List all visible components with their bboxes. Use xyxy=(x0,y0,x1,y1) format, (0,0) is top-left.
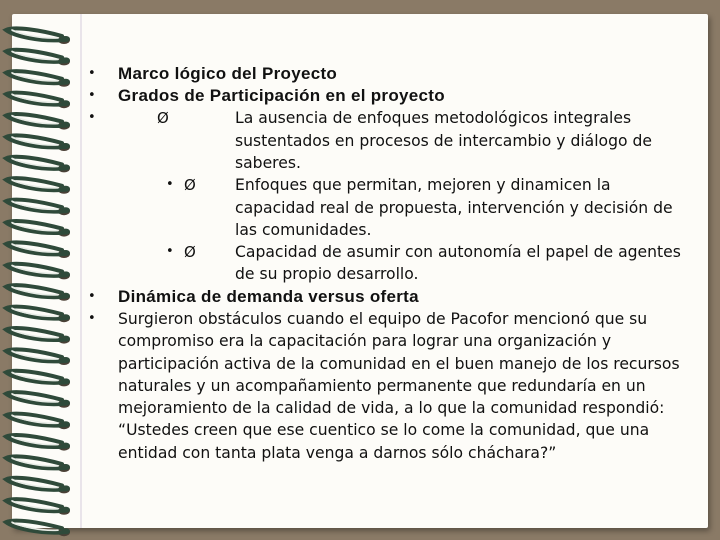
spiral-binding-ring-icon xyxy=(6,392,70,408)
bullet-marker: • xyxy=(166,177,174,193)
arrow-marker-icon: Ø xyxy=(184,243,196,262)
bullet-text-surgieron-obstaculos: Surgieron obstáculos cuando el equipo de Pacofor mencionó que su compromiso era la capacitación para lograr una organización y participación activa de la comunidad en el buen manejo de los recursos naturales y un acompañamiento permanente que redundaría en un mejoramiento de la calidad de vida, a lo que la comunidad respondió: “Ustedes creen que ese cuentico se lo come la comunidad, que una entidad con tanta plata venga a darnos sólo cháchara?” xyxy=(118,309,680,462)
bullet-marker: • xyxy=(166,244,174,260)
spiral-binding-ring-icon xyxy=(6,157,70,173)
spiral-binding-ring-icon xyxy=(6,307,70,323)
spiral-binding-ring-icon xyxy=(6,71,70,87)
bullet-item xyxy=(88,85,688,107)
bullet-marker: • xyxy=(88,288,96,304)
spiral-binding-ring-icon xyxy=(6,328,70,344)
bullet-marker: • xyxy=(88,310,96,326)
spiral-binding xyxy=(0,0,90,540)
spiral-binding-ring-icon xyxy=(6,221,70,237)
bullet-marker: • xyxy=(88,110,96,126)
bullet-item xyxy=(88,308,688,464)
spiral-binding-ring-icon xyxy=(6,349,70,365)
spiral-binding-ring-icon xyxy=(6,242,70,258)
sub-bullet-item xyxy=(88,107,688,174)
spiral-binding-ring-icon xyxy=(6,285,70,301)
spiral-binding-ring-icon xyxy=(6,435,70,451)
bullet-item xyxy=(88,286,688,308)
arrow-marker-icon: Ø xyxy=(184,176,196,195)
spiral-binding-ring-icon xyxy=(6,93,70,109)
sub-bullet-item xyxy=(88,174,688,241)
spiral-binding-ring-icon xyxy=(6,28,70,44)
spiral-binding-ring-icon xyxy=(6,114,70,130)
sub-bullet-text: Enfoques que permitan, mejoren y dinamicen la capacidad real de propuesta, intervención y decisión de las comunidades. xyxy=(235,176,673,239)
spiral-binding-ring-icon xyxy=(6,478,70,494)
sub-bullet-item xyxy=(88,241,688,286)
slide-content xyxy=(88,63,688,464)
bullet-text-grados-participacion: Grados de Participación en el proyecto xyxy=(118,86,445,106)
spiral-binding-ring-icon xyxy=(6,456,70,472)
bullet-item xyxy=(88,63,688,85)
spiral-binding-ring-icon xyxy=(6,521,70,537)
spiral-binding-ring-icon xyxy=(6,50,70,66)
bullet-marker: • xyxy=(88,66,96,81)
spiral-binding-ring-icon xyxy=(6,178,70,194)
bullet-text-dinamica-demanda: Dinámica de demanda versus oferta xyxy=(118,286,419,306)
sub-bullet-text: Capacidad de asumir con autonomía el papel de agentes de su propio desarrollo. xyxy=(235,243,681,284)
spiral-binding-ring-icon xyxy=(6,499,70,515)
spiral-binding-ring-icon xyxy=(6,264,70,280)
sub-bullet-text: La ausencia de enfoques metodológicos integrales sustentados en procesos de intercambio y diálogo de saberes. xyxy=(235,109,652,172)
spiral-binding-ring-icon xyxy=(6,371,70,387)
spiral-binding-ring-icon xyxy=(6,414,70,430)
spiral-binding-ring-icon xyxy=(6,200,70,216)
spiral-binding-ring-icon xyxy=(6,135,70,151)
bullet-marker: • xyxy=(88,88,96,104)
arrow-marker-icon: Ø xyxy=(157,109,169,128)
bullet-text-marco-logico: Marco lógico del Proyecto xyxy=(118,64,338,83)
